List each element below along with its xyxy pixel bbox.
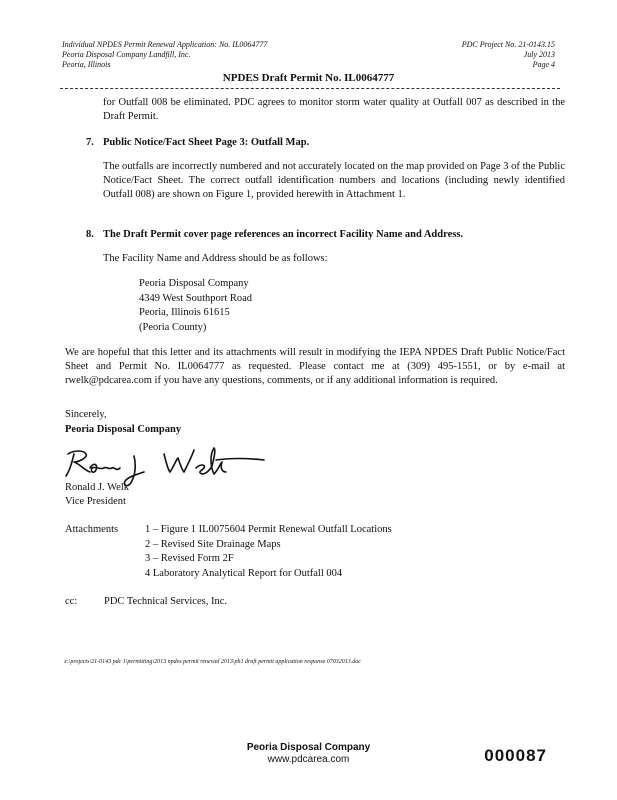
attachment-item: 1 – Figure 1 IL0075604 Permit Renewal Outfall Locations xyxy=(145,524,392,535)
header-location: Peoria, Illinois xyxy=(62,60,111,69)
attachment-item: 3 – Revised Form 2F xyxy=(145,553,234,564)
header-date: July 2013 xyxy=(523,50,555,59)
attachments-label: Attachments xyxy=(65,524,119,535)
footer-company: Peoria Disposal Company xyxy=(246,742,371,753)
header-divider xyxy=(60,88,560,89)
cc-label: cc: xyxy=(65,596,78,607)
closing-paragraph: We are hopeful that this letter and its attachments will result in modifying the IEPA NPDES Draft Public Notice/Fact Sheet and Permit No. IL0064777 as requested. Please contact me at (309) 495-1551, or by e-mail at rwelk@pdcarea.com if you have any questions, comments, or if any additional information is required. xyxy=(65,347,565,386)
attachment-item: 4 Laboratory Analytical Report for Outfall 004 xyxy=(145,567,343,579)
signer-title: Vice President xyxy=(65,496,126,507)
footer-website: www.pdcarea.com xyxy=(267,754,350,765)
facility-address xyxy=(139,277,252,335)
header-right xyxy=(462,40,555,70)
header-left xyxy=(62,40,267,70)
continued-paragraph: for Outfall 008 be eliminated. PDC agrees to monitor storm water quality at Outfall 007 as described in the Draft Permit. xyxy=(103,97,565,122)
address-line-street: 4349 West Southport Road xyxy=(139,292,253,304)
page-number: 000087 xyxy=(484,746,547,765)
section-8-body: The Facility Name and Address should be as follows: xyxy=(103,253,328,264)
header-permit-app: Individual NPDES Permit Renewal Application: No. IL0064777 xyxy=(62,40,268,49)
section-8-heading: The Draft Permit cover page references an incorrect Facility Name and Address. xyxy=(103,229,464,240)
section-7-heading: Public Notice/Fact Sheet Page 3: Outfall Map. xyxy=(103,137,310,148)
file-path: x:\projects\21-0143 pdc 1\permitting\2013 npdes permit renewal 2013\ph1 draft permit application response 07032013.doc xyxy=(64,659,361,665)
attachments-list xyxy=(145,523,392,581)
section-8-number: 8. xyxy=(86,229,94,240)
header-page: Page 4 xyxy=(532,60,555,69)
address-line-city: Peoria, Illinois 61615 xyxy=(139,307,230,318)
section-7-number: 7. xyxy=(86,137,94,148)
salutation: Sincerely, xyxy=(65,409,107,420)
header-company: Peoria Disposal Company Landfill, Inc. xyxy=(62,50,191,59)
address-line-name: Peoria Disposal Company xyxy=(139,278,249,289)
header-project-no: PDC Project No. 21-0143.15 xyxy=(461,40,555,49)
address-line-county: (Peoria County) xyxy=(139,321,207,333)
cc-value: PDC Technical Services, Inc. xyxy=(104,596,227,607)
signoff-company: Peoria Disposal Company xyxy=(65,424,182,435)
attachment-item: 2 – Revised Site Drainage Maps xyxy=(145,538,281,550)
document-title: NPDES Draft Permit No. IL0064777 xyxy=(222,72,395,84)
section-7-body: The outfalls are incorrectly numbered and not accurately located on the map provided on Page 3 of the Public Notice/Fact Sheet. The correct outfall identification numbers and locations (including newly identified Outfall 008) are shown on Figure 1, provided herewith in Attachment 1. xyxy=(103,161,565,200)
signer-name: Ronald J. Welk xyxy=(65,482,129,493)
